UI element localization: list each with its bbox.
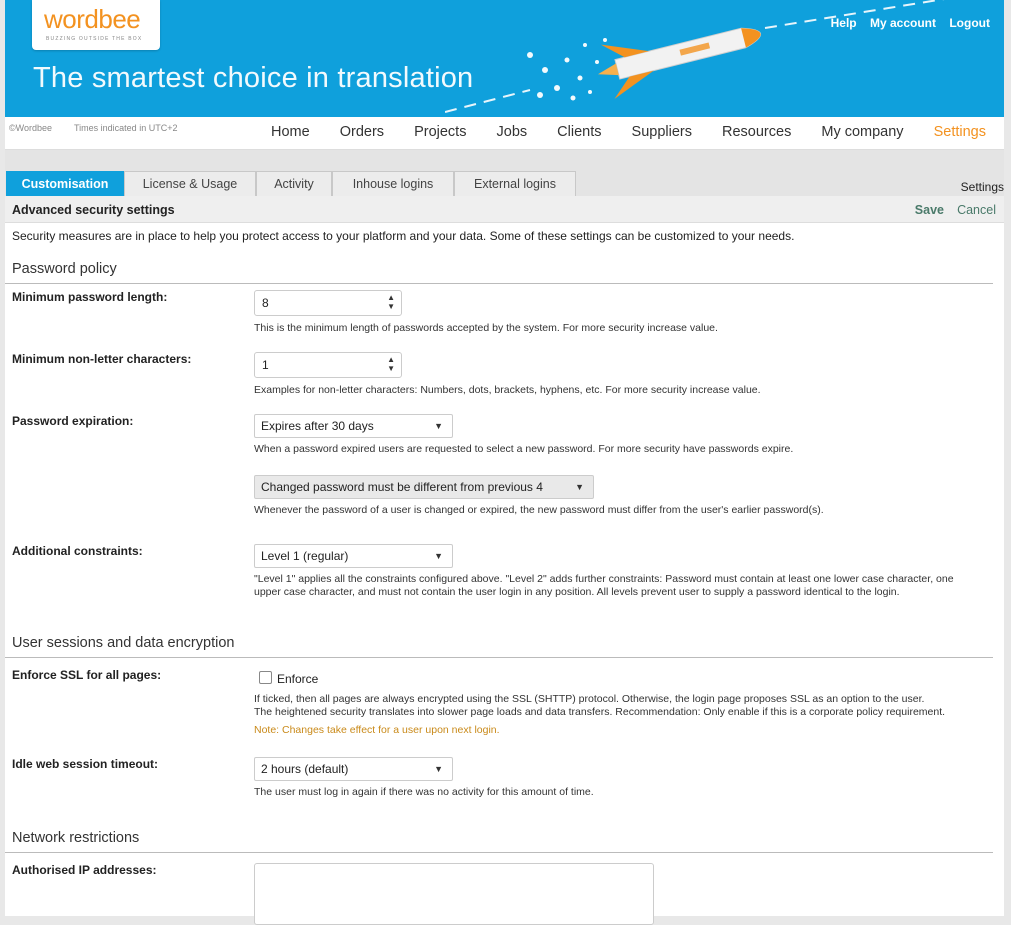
min-nonletter-value: 1 xyxy=(262,358,269,372)
section-sessions: User sessions and data encryption xyxy=(12,635,235,651)
logout-link[interactable]: Logout xyxy=(949,16,990,30)
stepper-arrows-icon[interactable]: ▲ ▼ xyxy=(387,355,395,373)
enforce-ssl-label[interactable]: Enforce xyxy=(277,672,319,686)
help-link[interactable]: Help xyxy=(830,16,857,30)
enforce-ssl-checkbox[interactable] xyxy=(259,671,272,684)
constraints-label: Additional constraints: xyxy=(12,544,143,558)
panel-header xyxy=(5,196,1004,223)
ssl-help-line2: The heightened security translates into slower page loads and data transfers. Recommendation: Only enable if this is a corporate policy requirement. xyxy=(254,706,946,718)
constraints-select[interactable] xyxy=(254,544,453,568)
timeout-select[interactable] xyxy=(254,757,453,781)
min-nonletter-label: Minimum non-letter characters: xyxy=(12,352,192,366)
logo-tagline: BUZZING OUTSIDE THE BOX xyxy=(46,36,143,42)
timeout-help: The user must log in again if there was no activity for this amount of time. xyxy=(254,786,594,798)
tab-activity[interactable]: Activity xyxy=(256,171,332,196)
expiration-help: When a password expired users are requested to select a new password. For more security have passwords expire. xyxy=(254,443,794,455)
panel-title: Advanced security settings xyxy=(12,203,175,217)
main-nav xyxy=(245,124,986,140)
min-length-label: Minimum password length: xyxy=(12,290,168,304)
password-history-value: Changed password must be different from previous 4 xyxy=(261,480,543,494)
ip-label: Authorised IP addresses: xyxy=(12,863,157,877)
nav-settings[interactable]: Settings xyxy=(933,124,986,140)
expiration-select[interactable] xyxy=(254,414,453,438)
wordbee-logo[interactable] xyxy=(32,0,160,50)
tab-license-usage[interactable]: License & Usage xyxy=(124,171,256,196)
min-length-value: 8 xyxy=(262,296,269,310)
nav-orders[interactable]: Orders xyxy=(339,124,385,140)
expiration-label: Password expiration: xyxy=(12,414,134,428)
timeout-label: Idle web session timeout: xyxy=(12,757,159,771)
save-button[interactable]: Save xyxy=(914,203,944,217)
section-network: Network restrictions xyxy=(12,830,140,846)
nav-jobs[interactable]: Jobs xyxy=(496,124,528,140)
header-banner xyxy=(5,0,1004,117)
password-history-select[interactable] xyxy=(254,475,594,499)
constraints-help-line2: upper case character, and must not contain the user login in any position. All levels prevent user to supply a password identical to the login. xyxy=(254,586,900,598)
ssl-help-line1: If ticked, then all pages are always encrypted using the SSL (SHTTP) protocol. Otherwise, the login page proposes SSL as an option to the user. xyxy=(254,693,925,705)
main-navbar xyxy=(5,117,1004,150)
top-links xyxy=(821,16,990,30)
banner-tagline: The smartest choice in translation xyxy=(33,62,474,94)
section-divider xyxy=(5,657,993,658)
nav-home[interactable]: Home xyxy=(271,124,310,140)
section-password-policy: Password policy xyxy=(12,261,117,277)
password-history-help: Whenever the password of a user is changed or expired, the new password must differ from the user's earlier password(s). xyxy=(254,504,824,516)
breadcrumb: Settings xyxy=(960,180,1004,194)
nav-my-company[interactable]: My company xyxy=(821,124,904,140)
section-divider xyxy=(5,283,993,284)
app-frame xyxy=(5,0,1004,916)
expiration-value: Expires after 30 days xyxy=(261,419,374,433)
constraints-value: Level 1 (regular) xyxy=(261,549,349,563)
stepper-arrows-icon[interactable]: ▲ ▼ xyxy=(387,293,395,311)
section-divider xyxy=(5,852,993,853)
timeout-value: 2 hours (default) xyxy=(261,762,349,776)
chevron-down-icon: ▼ xyxy=(434,421,443,431)
tab-inhouse-logins[interactable]: Inhouse logins xyxy=(332,171,454,196)
min-length-help: This is the minimum length of passwords accepted by the system. For more security increase value. xyxy=(254,322,718,334)
intro-text: Security measures are in place to help you protect access to your platform and your data. Some of these settings can be customized to your needs. xyxy=(12,229,795,243)
chevron-down-icon: ▼ xyxy=(575,482,584,492)
logo-wordmark: wordbee xyxy=(44,4,141,34)
min-length-stepper[interactable] xyxy=(254,290,402,316)
nav-clients[interactable]: Clients xyxy=(557,124,602,140)
constraints-help-line1: "Level 1" applies all the constraints configured above. "Level 2" adds further constraints: Password must contain at least one lower case character, one xyxy=(254,573,954,585)
my-account-link[interactable]: My account xyxy=(869,16,936,30)
copyright-text: ©Wordbee xyxy=(9,123,52,133)
nav-projects[interactable]: Projects xyxy=(414,124,467,140)
nav-suppliers[interactable]: Suppliers xyxy=(631,124,692,140)
tab-external-logins[interactable]: External logins xyxy=(454,171,576,196)
chevron-down-icon: ▼ xyxy=(434,764,443,774)
chevron-down-icon: ▼ xyxy=(434,551,443,561)
min-nonletter-help: Examples for non-letter characters: Numbers, dots, brackets, hyphens, etc. For more security increase value. xyxy=(254,384,761,396)
tab-customisation[interactable]: Customisation xyxy=(6,171,124,196)
ssl-note: Note: Changes take effect for a user upon next login. xyxy=(254,724,500,736)
cancel-button[interactable]: Cancel xyxy=(957,203,996,217)
timezone-text: Times indicated in UTC+2 xyxy=(74,123,178,133)
ssl-label: Enforce SSL for all pages: xyxy=(12,668,162,682)
nav-resources[interactable]: Resources xyxy=(722,124,792,140)
min-nonletter-stepper[interactable] xyxy=(254,352,402,378)
